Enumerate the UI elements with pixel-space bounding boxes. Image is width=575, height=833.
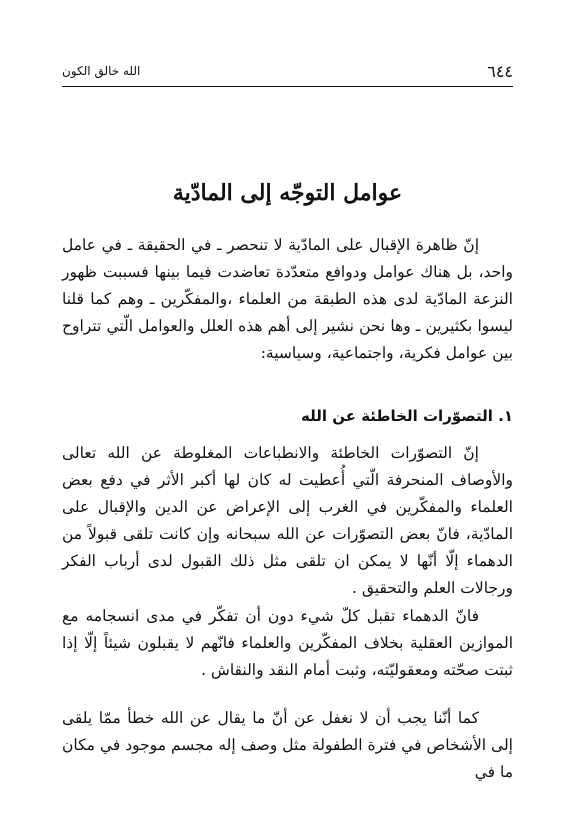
chapter-title: عوامل التوجّه إلى المادّية <box>172 180 403 206</box>
body-paragraph-1: إنّ التصوّرات الخاطئة والانطباعات المغلوطة عن الله تعالى والأوصاف المنحرفة الّتي أُعطيت له كان لها أكبر الأثر في دفع بعض العلماء والمفكّرين في الغرب إلى الإعراض عن الدين والإقبال على المادّية، فانّ بعض التصوّرات عن الله سبحانه وإن كانت تلقى قبولاً من الدهماء إلّا أنّها لا يمكن ان تلقى مثل ذلك القبول لدى أرباب الفكر ورجالات العلم والتحقيق . <box>62 444 513 597</box>
intro-paragraph: إنّ ظاهرة الإقبال على المادّية لا تنحصر ـ في الحقيقة ـ في عامل واحد، بل هناك عوامل ودوافع متعدّدة تعاضدت فيما بينها فسببت ظهور النزعة المادّية لدى هذه الطبقة من العلماء ،والمفكّرين ـ وهم كما قلنا ليسوا بكثيرين ـ وها نحن نشير إلى أهم هذه العلل والعوامل الّتي تتراوح بين عوامل فكرية، واجتماعية، وسياسية: <box>62 236 513 362</box>
header-divider <box>62 86 513 87</box>
page-header <box>62 60 513 82</box>
section-heading: ١. التصوّرات الخاطئة عن الله <box>301 407 513 425</box>
running-title: الله خالق الكون <box>62 64 141 78</box>
body-paragraph-2: فانّ الدهماء تقبل كلّ شيء دون أن تفكّر في مدى انسجامه مع الموازين العقلية بخلاف المفكّرين والعلماء فانّهم لا يقبلون شيئاً إلّا إذا ثبتت صحّته ومعقوليّته، وثبت أمام النقد والنقاش . <box>62 607 513 679</box>
page-number: ٦٤٤ <box>487 61 513 81</box>
body-paragraph-3: كما أنّنا يجب أن لا نغفل عن أنّ ما يقال عن الله خطأ ممّا يلقى إلى الأشخاص في فترة الطفولة مثل وصف إله مجسم موجود في مكان ما في <box>62 709 513 781</box>
